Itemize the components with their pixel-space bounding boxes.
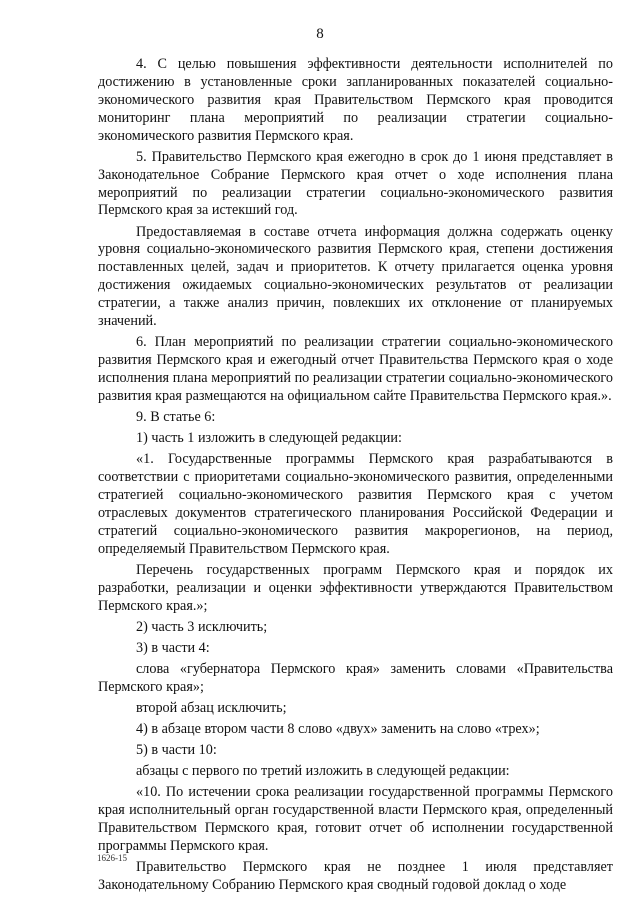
paragraph-summary-report: Правительство Пермского края не позднее 1 июля представляет Законодательному Собранию Пермского края сводный годовой доклад о ходе [98, 859, 613, 893]
document-code: 1626-15 [97, 853, 127, 863]
item-5-part-10: 5) в части 10: [136, 742, 217, 759]
paragraph-5-annual-report: 5. Правительство Пермского края ежегодно в срок до 1 июня представляет в Законодательное Собрание Пермского края отчет о ходе исполнения плана мероприятий по реализации стратегии социально-экономического развития Пермского края за истекший год. [98, 148, 613, 219]
item-3-part-4: 3) в части 4: [136, 639, 210, 656]
paragraph-10-report: «10. По истечении срока реализации государственной программы Пермского края исполнительный орган государственной власти Пермского края, определенный Правительством Пермского края, готовит отчет об исполнении государственной программы Пермского края. [98, 784, 613, 854]
item-1-part-1: 1) часть 1 изложить в следующей редакции: [136, 430, 402, 447]
paragraph-4-monitoring: 4. С целью повышения эффективности деятельности исполнителей по достижению в установленные сроки запланированных показателей социально-экономического развития края Правительством Пермского края проводится мониторинг плана мероприятий по реализации стратегии социально-экономического развития Пермского края. [98, 56, 613, 144]
item-abzacs-1-3: абзацы с первого по третий изложить в следующей редакции: [136, 763, 510, 780]
paragraph-programs-list: Перечень государственных программ Пермского края и порядок их разработки, реализации и оценки эффективности утверждаются Правительством Пермского края.»; [98, 561, 613, 614]
document-body [98, 56, 613, 895]
item-4-part-8: 4) в абзаце втором части 8 слово «двух» заменить на слово «трех»; [136, 720, 540, 737]
paragraph-replace-words: слова «губернатора Пермского края» заменить словами «Правительства Пермского края»; [98, 660, 613, 695]
paragraph-state-programs: «1. Государственные программы Пермского края разрабатываются в соответствии с приоритетами социально-экономического развития, определенными стратегией социально-экономического развития Пермского края с учетом отраслевых документов стратегического планирования Российской Федерации и стратегий социально-экономического развития макрорегионов, на период, определяемый Правительством Пермского края. [98, 451, 613, 557]
page-number: 8 [316, 26, 324, 42]
paragraph-report-content: Предоставляемая в составе отчета информация должна содержать оценку уровня социально-экономического развития Пермского края, степени достижения поставленных целей, задач и приоритетов. К отчету прилагается оценка уровня достижения ожидаемых социально-экономических результатов от реализации стратегии, а также анализ причин, повлекших их отклонение от планируемых значений. [98, 223, 613, 330]
item-9-article-6: 9. В статье 6: [136, 408, 216, 425]
item-2-part-3: 2) часть 3 исключить; [136, 618, 268, 635]
paragraph-6-publication: 6. План мероприятий по реализации стратегии социально-экономического развития Пермского края и ежегодный отчет Правительства Пермского края о ходе исполнения плана мероприятий по реализации стратегии социально-экономического развития края размещаются на официальном сайте Правительства Пермского края.». [98, 334, 613, 404]
item-second-abzac: второй абзац исключить; [136, 699, 287, 716]
